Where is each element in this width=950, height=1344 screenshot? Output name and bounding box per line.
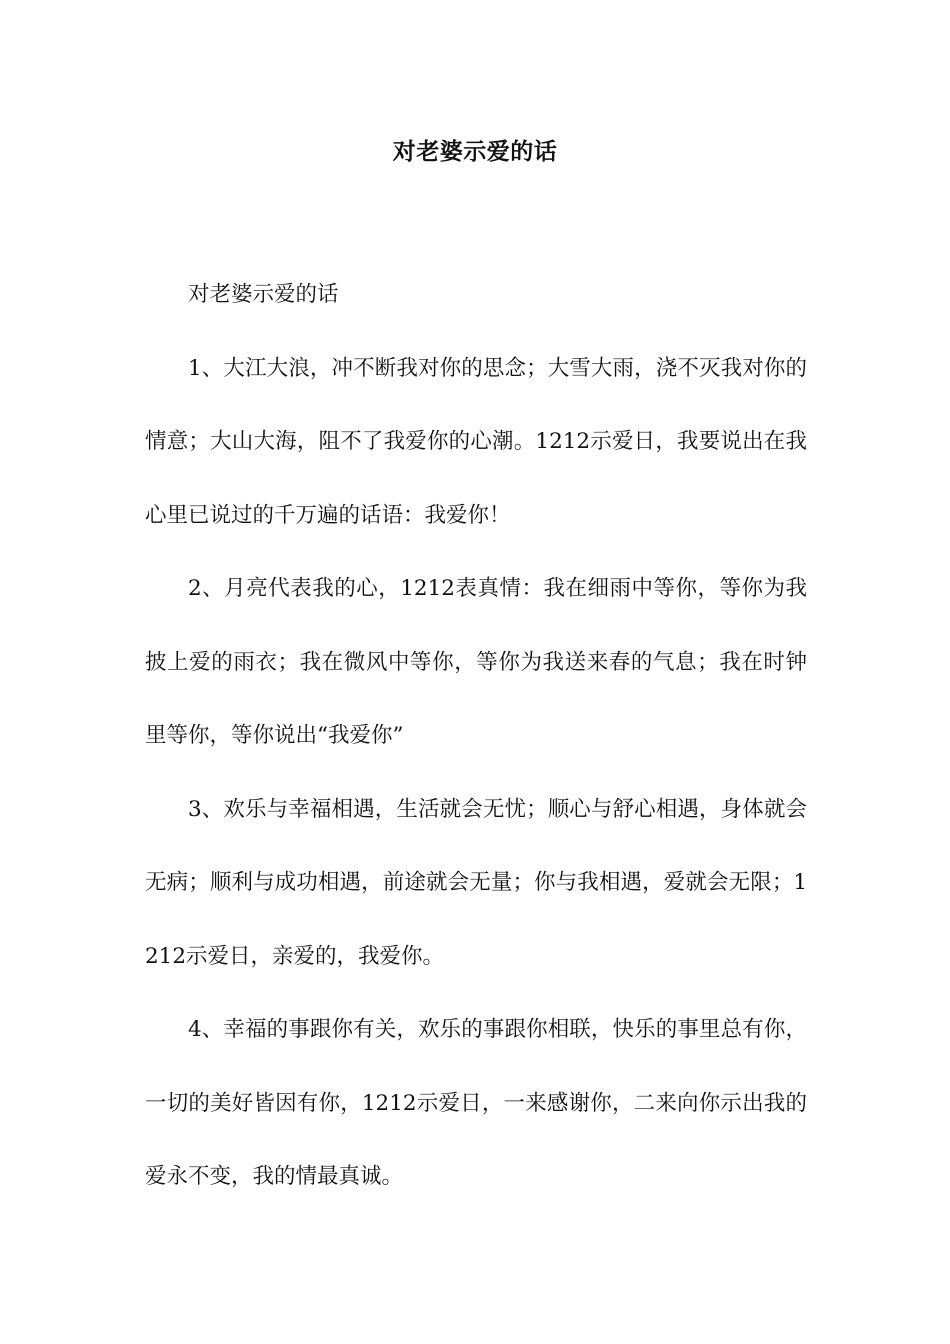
document-body (145, 258, 807, 1214)
paragraph-heading: 对老婆示爱的话 (188, 282, 339, 307)
paragraph-3: 3、欢乐与幸福相遇，生活就会无忧；顺心与舒心相遇，身体就会无病；顺利与成功相遇，前途就会无量；你与我相遇，爱就会无限；1212示爱日，亲爱的，我爱你。 (145, 796, 807, 969)
paragraph-1: 1、大江大浪，冲不断我对你的思念；大雪大雨，浇不灭我对你的情意；大山大海，阻不了我爱你的心潮。1212示爱日，我要说出在我心里已说过的千万遍的话语：我爱你！ (145, 355, 807, 528)
paragraph-4: 4、幸福的事跟你有关，欢乐的事跟你相联，快乐的事里总有你，一切的美好皆因有你，1212示爱日，一来感谢你，二来向你示出我的爱永不变，我的情最真诚。 (145, 1017, 807, 1189)
document-title: 对老婆示爱的话 (392, 138, 558, 165)
paragraph-2: 2、月亮代表我的心，1212表真情：我在细雨中等你，等你为我披上爱的雨衣；我在微风中等你，等你为我送来春的气息；我在时钟里等你，等你说出“我爱你” (145, 576, 807, 748)
